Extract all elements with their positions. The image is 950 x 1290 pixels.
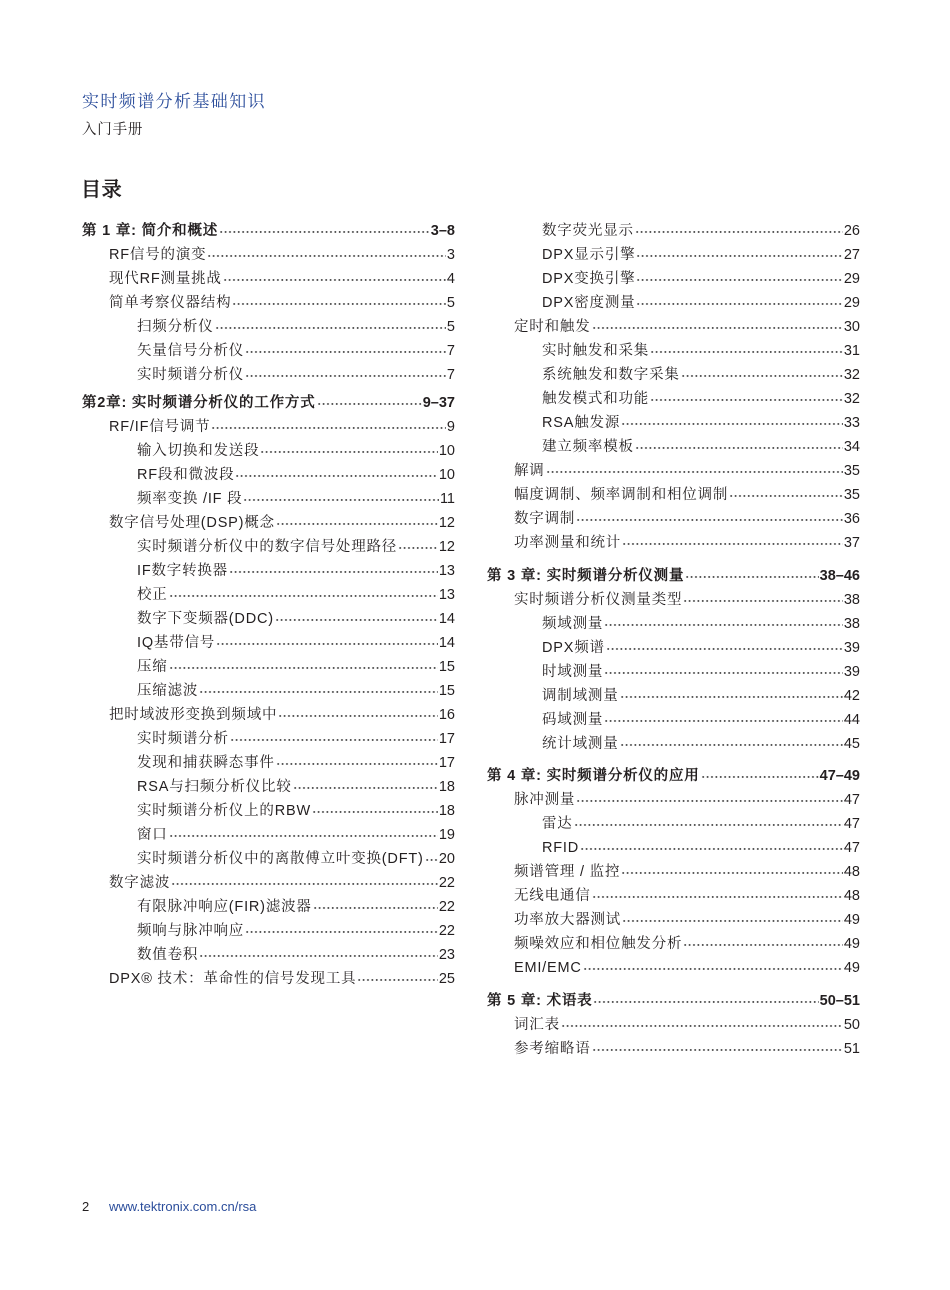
toc-entry-title: 输入切换和发送段	[137, 443, 260, 459]
toc-entry-title: DPX变换引擎	[542, 271, 636, 287]
dot-leader	[622, 531, 843, 555]
toc-entry-title: 实时频谱分析仪中的离散傅立叶变换(DFT)	[137, 851, 424, 867]
toc-entry-page: 11	[439, 491, 455, 507]
toc-entry[interactable]	[82, 943, 455, 967]
toc-entry-title: 简单考察仪器结构	[109, 295, 232, 311]
toc-entry-page: 38	[843, 615, 860, 632]
toc-entry-page: 13	[438, 587, 455, 603]
toc-entry-page: 36	[843, 511, 860, 527]
toc-entry-title: 数字荧光显示	[542, 223, 634, 239]
toc-entry[interactable]	[82, 535, 455, 559]
toc-entry-title: RF信号的演变	[109, 247, 207, 263]
toc-entry-page: 10	[438, 443, 455, 459]
toc-entry-title: DPX密度测量	[542, 295, 636, 311]
toc-entry[interactable]	[487, 732, 860, 756]
dot-leader	[621, 860, 843, 884]
toc-entry-page: 51	[843, 1040, 860, 1057]
toc-entry-title: 数字调制	[514, 511, 576, 527]
toc-entry-page: 48	[843, 888, 860, 904]
toc-entry-page: 47	[843, 816, 860, 832]
toc-entry[interactable]	[487, 1013, 860, 1037]
dot-leader	[604, 612, 843, 636]
toc-entry-title: 频谱管理 / 监控	[514, 864, 621, 880]
dot-leader	[606, 636, 843, 660]
toc-entry-page: 33	[843, 415, 860, 431]
toc-entry-title: 实时触发和采集	[542, 343, 650, 359]
footer-url-link[interactable]: www.tektronix.com.cn/rsa	[109, 1199, 257, 1214]
toc-entry[interactable]	[82, 511, 455, 535]
toc-entry-page: 22	[438, 875, 455, 891]
dot-leader	[622, 908, 843, 932]
dot-leader	[232, 291, 446, 315]
toc-entry-page: 12	[438, 515, 455, 531]
toc-entry[interactable]	[487, 435, 860, 459]
toc-entry-title: 建立频率模板	[542, 439, 634, 455]
toc-entry-page: 47–49	[819, 768, 860, 784]
dot-leader	[169, 655, 438, 679]
toc-entry-page: 31	[843, 343, 860, 359]
toc-entry-title: 实时频谱分析	[137, 731, 229, 747]
dot-leader	[230, 727, 438, 751]
toc-entry-page: 48	[843, 864, 860, 880]
toc-entry[interactable]	[82, 607, 455, 631]
toc-entry-title: 统计域测量	[542, 735, 619, 752]
toc-entry-title: IQ基带信号	[137, 635, 216, 651]
toc-entry-title: 有限脉冲响应(FIR)滤波器	[137, 899, 312, 915]
toc-entry-page: 3–8	[430, 223, 455, 239]
toc-entry-title: RFID	[542, 840, 580, 856]
dot-leader	[561, 1013, 843, 1037]
toc-entry-page: 18	[438, 803, 455, 819]
toc-entry-title: 时域测量	[542, 663, 604, 680]
toc-entry-title: 频率变换 /IF 段	[137, 491, 243, 507]
toc-entry[interactable]	[82, 267, 455, 291]
toc-entry-page: 12	[438, 539, 455, 555]
dot-leader	[576, 788, 843, 812]
toc-column-right	[487, 219, 860, 1061]
toc-entry-page: 9	[446, 419, 455, 435]
toc-entry-title: 校正	[137, 587, 168, 603]
toc-entry[interactable]	[82, 871, 455, 895]
toc-entry-page: 22	[438, 923, 455, 939]
toc-entry-page: 26	[843, 223, 860, 239]
dot-leader	[681, 363, 843, 387]
dot-leader	[398, 535, 438, 559]
dot-leader	[593, 989, 818, 1013]
dot-leader	[275, 607, 438, 631]
toc-entry[interactable]	[82, 799, 455, 823]
toc-entry[interactable]	[487, 636, 860, 660]
dot-leader	[245, 363, 446, 387]
toc-entry-page: 17	[438, 731, 455, 747]
dot-leader	[245, 339, 446, 363]
dot-leader	[592, 315, 843, 339]
toc-entry-page: 15	[438, 659, 455, 675]
toc-entry-title: 数字滤波	[109, 875, 171, 891]
dot-leader	[636, 267, 842, 291]
dot-leader	[312, 799, 438, 823]
document-title: 实时频谱分析基础知识	[82, 92, 266, 111]
toc-entry-title: RSA触发源	[542, 415, 621, 431]
toc-entry-page: 10	[438, 467, 455, 483]
toc-entry-title: 数字信号处理(DSP)概念	[109, 515, 275, 531]
toc-entry-title: 矢量信号分析仪	[137, 343, 245, 359]
toc-entry-title: 第2章: 实时频谱分析仪的工作方式	[82, 395, 316, 411]
toc-entry-title: 实时频谱分析仪测量类型	[514, 591, 683, 608]
toc-entry[interactable]	[487, 660, 860, 684]
dot-leader	[278, 703, 438, 727]
dot-leader	[169, 823, 438, 847]
dot-leader	[171, 871, 438, 895]
toc-entry-title: RF段和微波段	[137, 467, 235, 483]
toc-entry-title: 解调	[514, 463, 545, 479]
toc-entry[interactable]	[487, 315, 860, 339]
toc-entry-page: 32	[843, 391, 860, 407]
dot-leader	[576, 507, 843, 531]
toc-entry[interactable]	[487, 243, 860, 267]
toc-entry-title: 调制域测量	[542, 687, 619, 704]
toc-entry-page: 20	[438, 851, 455, 867]
toc-entry-page: 29	[843, 295, 860, 311]
toc-heading: 目录	[81, 179, 123, 201]
toc-entry-page: 39	[843, 639, 860, 656]
toc-entry[interactable]	[487, 483, 860, 507]
toc-entry-title: DPX® 技术：革命性的信号发现工具	[109, 971, 357, 987]
toc-entry[interactable]	[487, 708, 860, 732]
toc-entry-title: 触发模式和功能	[542, 391, 650, 407]
toc-entry[interactable]	[82, 363, 455, 387]
dot-leader	[357, 967, 437, 991]
dot-leader	[583, 956, 843, 980]
dot-leader	[199, 943, 438, 967]
toc-entry-page: 47	[843, 792, 860, 808]
toc-entry-page: 50–51	[819, 992, 860, 1009]
toc-entry[interactable]	[82, 415, 455, 439]
dot-leader	[620, 684, 843, 708]
toc-entry[interactable]	[82, 823, 455, 847]
dot-leader	[729, 483, 843, 507]
toc-entry[interactable]	[82, 775, 455, 799]
toc-column-left	[82, 219, 455, 991]
toc-entry-title: 码域测量	[542, 711, 604, 728]
toc-entry-title: 系统触发和数字采集	[542, 367, 680, 383]
toc-entry-title: 定时和触发	[514, 319, 591, 335]
toc-entry-page: 5	[446, 295, 455, 311]
dot-leader	[604, 660, 843, 684]
toc-entry-title: 频域测量	[542, 615, 604, 632]
dot-leader	[223, 267, 446, 291]
toc-entry-title: 第 3 章: 实时频谱分析仪测量	[487, 567, 685, 584]
toc-entry[interactable]	[487, 956, 860, 980]
toc-entry-title: 压缩	[137, 659, 168, 675]
toc-entry-title: 第 1 章: 简介和概述	[82, 223, 219, 239]
dot-leader	[683, 932, 843, 956]
toc-chapter[interactable]	[487, 564, 860, 588]
dot-leader	[635, 219, 843, 243]
toc-entry[interactable]	[487, 339, 860, 363]
toc-entry-title: DPX频谱	[542, 639, 605, 656]
toc-entry[interactable]	[487, 836, 860, 860]
toc-entry[interactable]	[487, 612, 860, 636]
toc-entry-title: 第 5 章: 术语表	[487, 992, 593, 1009]
dot-leader	[243, 487, 438, 511]
document-subtitle: 入门手册	[82, 122, 144, 138]
toc-entry[interactable]	[487, 363, 860, 387]
toc-entry[interactable]	[82, 291, 455, 315]
toc-entry[interactable]	[82, 727, 455, 751]
toc-entry[interactable]	[487, 219, 860, 243]
toc-entry[interactable]	[82, 339, 455, 363]
toc-entry-page: 3	[446, 247, 455, 263]
toc-entry[interactable]	[82, 315, 455, 339]
toc-entry-page: 49	[843, 960, 860, 976]
dot-leader	[592, 884, 843, 908]
toc-entry-title: 雷达	[542, 816, 573, 832]
toc-entry-title: 频噪效应和相位触发分析	[514, 936, 683, 952]
toc-entry-page: 14	[438, 635, 455, 651]
dot-leader	[604, 708, 843, 732]
dot-leader	[635, 435, 843, 459]
toc-entry-page: 38	[843, 591, 860, 608]
dot-leader	[235, 463, 437, 487]
toc-entry-page: 49	[843, 936, 860, 952]
toc-entry-title: 脉冲测量	[514, 792, 576, 808]
toc-entry-title: EMI/EMC	[514, 960, 582, 976]
toc-entry-title: RF/IF信号调节	[109, 419, 211, 435]
toc-entry[interactable]	[82, 243, 455, 267]
dot-leader	[592, 1037, 843, 1061]
toc-entry-title: RSA与扫频分析仪比较	[137, 779, 292, 795]
toc-entry[interactable]	[487, 459, 860, 483]
dot-leader	[636, 291, 842, 315]
toc-entry-title: 幅度调制、频率调制和相位调制	[514, 487, 729, 503]
toc-entry[interactable]	[487, 507, 860, 531]
dot-leader	[580, 836, 843, 860]
toc-entry-page: 14	[438, 611, 455, 627]
toc-entry-page: 27	[843, 247, 860, 263]
toc-entry-page: 47	[843, 840, 860, 856]
toc-entry[interactable]	[487, 684, 860, 708]
toc-entry-page: 19	[438, 827, 455, 843]
toc-entry[interactable]	[487, 908, 860, 932]
toc-entry-page: 45	[843, 735, 860, 752]
toc-entry[interactable]	[82, 919, 455, 943]
toc-entry-page: 15	[438, 683, 455, 699]
toc-entry[interactable]	[82, 463, 455, 487]
toc-entry[interactable]	[82, 655, 455, 679]
toc-entry[interactable]	[82, 583, 455, 607]
toc-entry-title: 发现和捕获瞬态事件	[137, 755, 275, 771]
toc-entry-page: 4	[446, 271, 455, 287]
toc-chapter[interactable]	[82, 391, 455, 415]
toc-entry[interactable]	[487, 788, 860, 812]
toc-chapter[interactable]	[487, 989, 860, 1013]
toc-entry-title: DPX显示引擎	[542, 247, 636, 263]
toc-entry-page: 37	[843, 535, 860, 551]
dot-leader	[636, 243, 842, 267]
dot-leader	[245, 919, 438, 943]
toc-entry[interactable]	[487, 267, 860, 291]
toc-entry-title: 数值卷积	[137, 947, 199, 963]
toc-entry-page: 16	[438, 707, 455, 723]
toc-entry-title: 压缩滤波	[137, 683, 199, 699]
toc-entry-page: 38–46	[819, 567, 860, 584]
dot-leader	[701, 764, 819, 788]
toc-entry-page: 18	[438, 779, 455, 795]
dot-leader	[650, 339, 843, 363]
toc-entry[interactable]	[82, 559, 455, 583]
toc-entry-page: 42	[843, 687, 860, 704]
toc-entry-page: 50	[843, 1016, 860, 1033]
toc-entry-title: 实时频谱分析仪中的数字信号处理路径	[137, 539, 398, 555]
toc-entry[interactable]	[487, 1037, 860, 1061]
toc-entry-page: 30	[843, 319, 860, 335]
toc-entry-page: 22	[438, 899, 455, 915]
toc-entry[interactable]	[82, 847, 455, 871]
dot-leader	[546, 459, 843, 483]
dot-leader	[215, 315, 446, 339]
toc-entry-page: 35	[843, 463, 860, 479]
toc-entry-page: 9–37	[422, 395, 455, 411]
dot-leader	[207, 243, 445, 267]
toc-entry[interactable]	[487, 291, 860, 315]
toc-entry[interactable]	[487, 860, 860, 884]
toc-entry[interactable]	[487, 884, 860, 908]
toc-entry[interactable]	[487, 588, 860, 612]
toc-entry-title: 功率放大器测试	[514, 912, 622, 928]
toc-entry[interactable]	[487, 387, 860, 411]
toc-entry-title: 功率测量和统计	[514, 535, 622, 551]
toc-entry-title: 词汇表	[514, 1016, 560, 1033]
dot-leader	[293, 775, 438, 799]
toc-entry[interactable]	[487, 411, 860, 435]
dot-leader	[620, 732, 843, 756]
toc-entry-page: 25	[438, 971, 455, 987]
toc-entry[interactable]	[487, 932, 860, 956]
toc-entry-page: 23	[438, 947, 455, 963]
dot-leader	[219, 219, 430, 243]
dot-leader	[260, 439, 437, 463]
toc-entry[interactable]	[82, 487, 455, 511]
toc-chapter[interactable]	[487, 764, 860, 788]
dot-leader	[621, 411, 843, 435]
toc-entry[interactable]	[82, 895, 455, 919]
toc-entry-page: 49	[843, 912, 860, 928]
toc-entry-title: 实时频谱分析仪上的RBW	[137, 803, 311, 819]
toc-entry[interactable]	[82, 439, 455, 463]
toc-entry[interactable]	[82, 631, 455, 655]
dot-leader	[317, 391, 422, 415]
dot-leader	[169, 583, 438, 607]
toc-entry[interactable]	[487, 812, 860, 836]
toc-entry-page: 7	[446, 367, 455, 383]
toc-entry-page: 34	[843, 439, 860, 455]
toc-entry[interactable]	[487, 531, 860, 555]
dot-leader	[276, 751, 438, 775]
toc-entry-page: 39	[843, 663, 860, 680]
toc-entry-page: 29	[843, 271, 860, 287]
dot-leader	[685, 564, 818, 588]
toc-entry-title: 扫频分析仪	[137, 319, 214, 335]
toc-entry-page: 44	[843, 711, 860, 728]
toc-entry-title: IF数字转换器	[137, 563, 228, 579]
toc-entry-title: 无线电通信	[514, 888, 591, 904]
toc-entry-title: 第 4 章: 实时频谱分析仪的应用	[487, 768, 700, 784]
toc-entry-page: 13	[438, 563, 455, 579]
dot-leader	[211, 415, 445, 439]
dot-leader	[650, 387, 843, 411]
toc-entry-title: 参考缩略语	[514, 1040, 591, 1057]
toc-entry[interactable]	[82, 967, 455, 991]
toc-entry[interactable]	[82, 751, 455, 775]
dot-leader	[313, 895, 438, 919]
dot-leader	[683, 588, 843, 612]
toc-chapter[interactable]	[82, 219, 455, 243]
toc-entry-title: 现代RF测量挑战	[109, 271, 222, 287]
toc-entry-page: 7	[446, 343, 455, 359]
toc-entry-page: 17	[438, 755, 455, 771]
toc-entry-page: 32	[843, 367, 860, 383]
toc-entry-page: 35	[843, 487, 860, 503]
dot-leader	[574, 812, 843, 836]
toc-entry-title: 实时频谱分析仪	[137, 367, 245, 383]
toc-entry[interactable]	[82, 679, 455, 703]
toc-entry-title: 数字下变频器(DDC)	[137, 611, 274, 627]
dot-leader	[425, 847, 438, 871]
toc-entry-page: 5	[446, 319, 455, 335]
toc-entry-title: 窗口	[137, 827, 168, 843]
toc-entry-title: 频响与脉冲响应	[137, 923, 245, 939]
toc-entry-title: 把时域波形变换到频域中	[109, 707, 278, 723]
footer-page-number: 2	[82, 1199, 90, 1214]
dot-leader	[276, 511, 438, 535]
dot-leader	[229, 559, 438, 583]
dot-leader	[199, 679, 438, 703]
toc-entry[interactable]	[82, 703, 455, 727]
dot-leader	[216, 631, 438, 655]
